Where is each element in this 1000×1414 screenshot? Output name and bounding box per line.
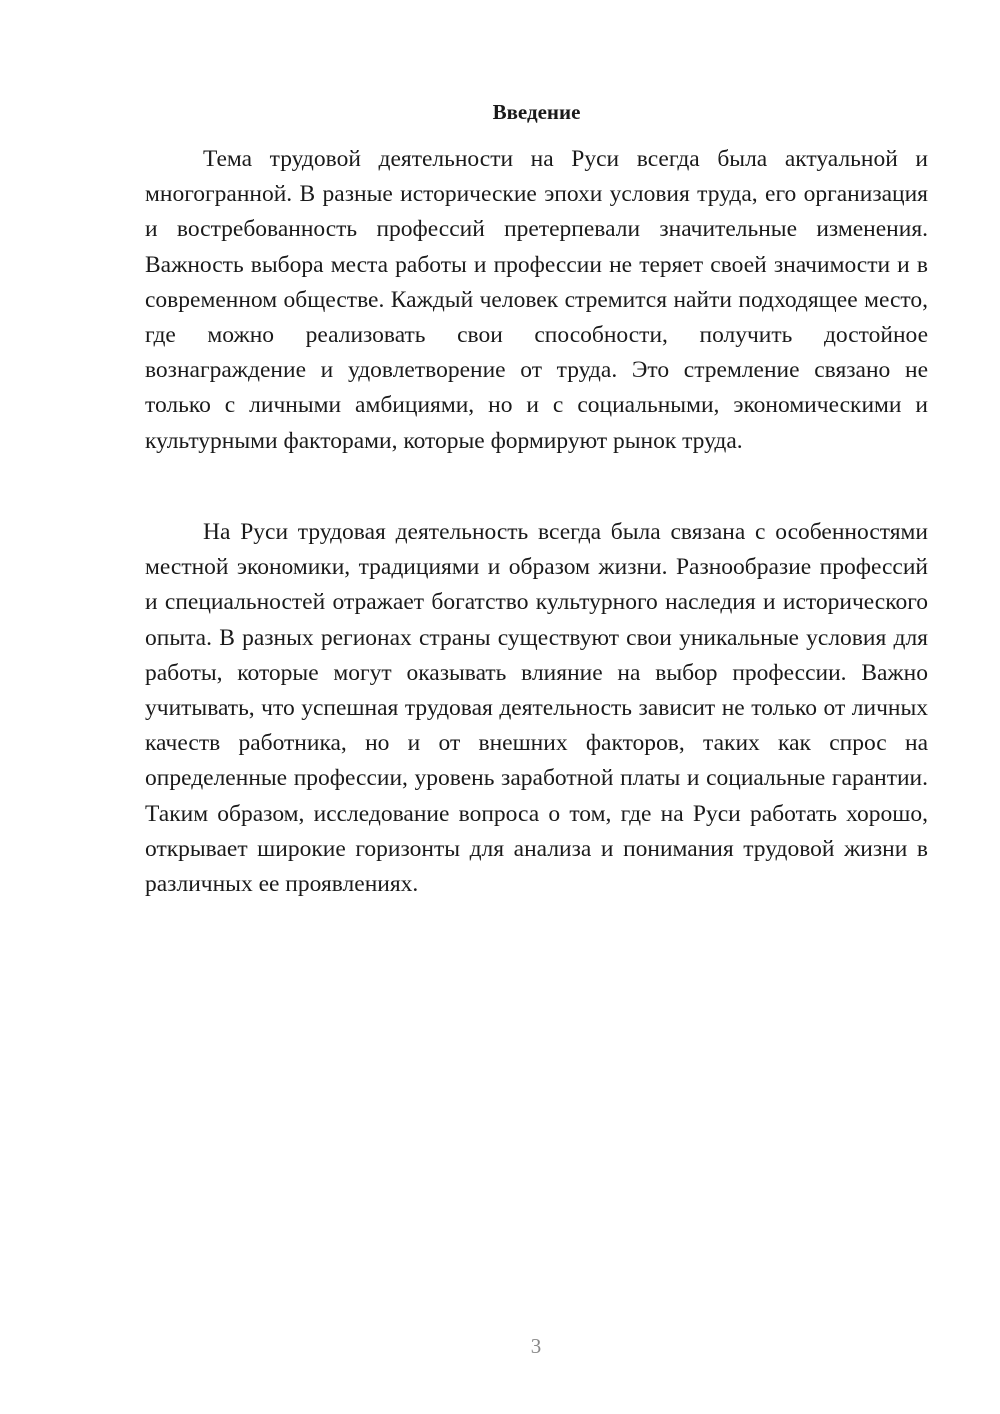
paragraph-1: Тема трудовой деятельности на Руси всегда была актуальной и многогранной. В разные исторические эпохи условия труда, его организация и востребованность профессий претерпевали значительные изменения. Важность выбора места работы и профессии не теряет своей значимости и в современном обществе. Каждый человек стремится найти подходящее место, где можно реализовать свои способности, получить достойное вознаграждение и удовлетворение от труда. Это стремление связано не только с личными амбициями, но и с социальными, экономическими и культурными факторами, которые формируют рынок труда. bbox=[145, 146, 928, 454]
section-heading: Введение bbox=[492, 100, 581, 124]
paragraph-2: На Руси трудовая деятельность всегда была связана с особенностями местной экономики, традициями и образом жизни. Разнообразие профессий и специальностей отражает богатство культурного наследия и исторического опыта. В разных регионах страны существуют свои уникальные условия для работы, которые могут оказывать влияние на выбор профессии. Важно учитывать, что успешная трудовая деятельность зависит не только от личных качеств работника, но и от внешних факторов, таких как спрос на определенные профессии, уровень заработной платы и социальные гарантии. Таким образом, исследование вопроса о том, где на Руси работать хорошо, открывает широкие горизонты для анализа и понимания трудовой жизни в различных ее проявлениях. bbox=[145, 519, 928, 898]
page-number: 3 bbox=[530, 1334, 542, 1358]
